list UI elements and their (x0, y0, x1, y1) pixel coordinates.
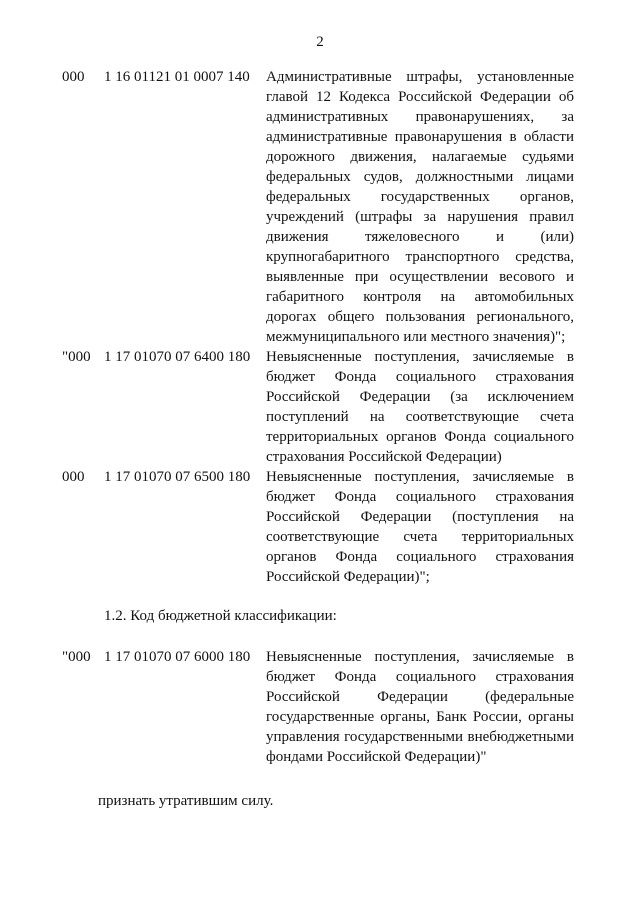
closing-statement: признать утратившим силу. (98, 793, 274, 809)
entry-code: 1 17 01070 07 6500 180 (104, 469, 251, 485)
description-line: соответствующие счета территориальных (266, 529, 574, 545)
description-line: дорожного движения, налагаемые судьями (266, 149, 574, 165)
description-line: Невыясненные поступления, зачисляемые в (266, 469, 574, 485)
description-line: управления государственными внебюджетными (266, 729, 574, 745)
description-line: Российской Федерации (федеральные (266, 689, 574, 705)
entry-description (266, 467, 574, 587)
description-line: страхования Российской Федерации) (266, 449, 502, 465)
description-line: поступлений на соответствующие счета (266, 409, 574, 425)
entry-description (266, 67, 574, 347)
description-line: выявленные при осуществлении весового и (266, 269, 574, 285)
description-line: территориальных органов Фонда социального (266, 429, 574, 445)
description-line: фондами Российской Федерации)" (266, 749, 487, 765)
description-line: Российской Федерации (поступления на (266, 509, 574, 525)
page-number: 2 (316, 34, 324, 50)
description-line: Невыясненные поступления, зачисляемые в (266, 649, 574, 665)
description-line: крупногабаритного транспортного средства, (266, 249, 574, 265)
description-line: федеральных судов, должностными лицами (266, 169, 574, 185)
description-line: движения тяжеловесного и (или) (266, 229, 574, 245)
description-line: Российской Федерации)"; (266, 569, 430, 585)
entry-description (266, 647, 574, 767)
description-line: Российской Федерации (за исключением (266, 389, 574, 405)
entry-code: 1 16 01121 01 0007 140 (104, 69, 250, 85)
section-heading: 1.2. Код бюджетной классификации: (104, 608, 337, 624)
entry-code: 1 17 01070 07 6000 180 (104, 649, 251, 665)
description-line: административных правонарушениях, за (266, 109, 574, 125)
description-line: Невыясненные поступления, зачисляемые в (266, 349, 574, 365)
description-line: межмуниципального или местного значения)"; (266, 329, 566, 345)
description-line: бюджет Фонда социального страхования (266, 669, 574, 685)
description-line: федеральных государственных органов, (266, 189, 574, 205)
entry-prefix: "000 (62, 649, 91, 665)
entry-prefix: 000 (62, 69, 85, 85)
description-line: бюджет Фонда социального страхования (266, 489, 574, 505)
entry-prefix: 000 (62, 469, 85, 485)
entry-description (266, 347, 574, 467)
description-line: габаритного контроля на автомобильных (266, 289, 574, 305)
entry-code: 1 17 01070 07 6400 180 (104, 349, 251, 365)
description-line: Административные штрафы, установленные (266, 69, 574, 85)
description-line: государственные органы, Банк России, органы (266, 709, 574, 725)
description-line: бюджет Фонда социального страхования (266, 369, 574, 385)
description-line: административные правонарушения в области (266, 129, 574, 145)
description-line: учреждений (штрафы за нарушения правил (266, 209, 574, 225)
description-line: дорогах общего пользования регионального, (266, 309, 574, 325)
description-line: главой 12 Кодекса Российской Федерации об (266, 89, 574, 105)
description-line: органов Фонда социального страхования (266, 549, 574, 565)
entry-prefix: "000 (62, 349, 91, 365)
